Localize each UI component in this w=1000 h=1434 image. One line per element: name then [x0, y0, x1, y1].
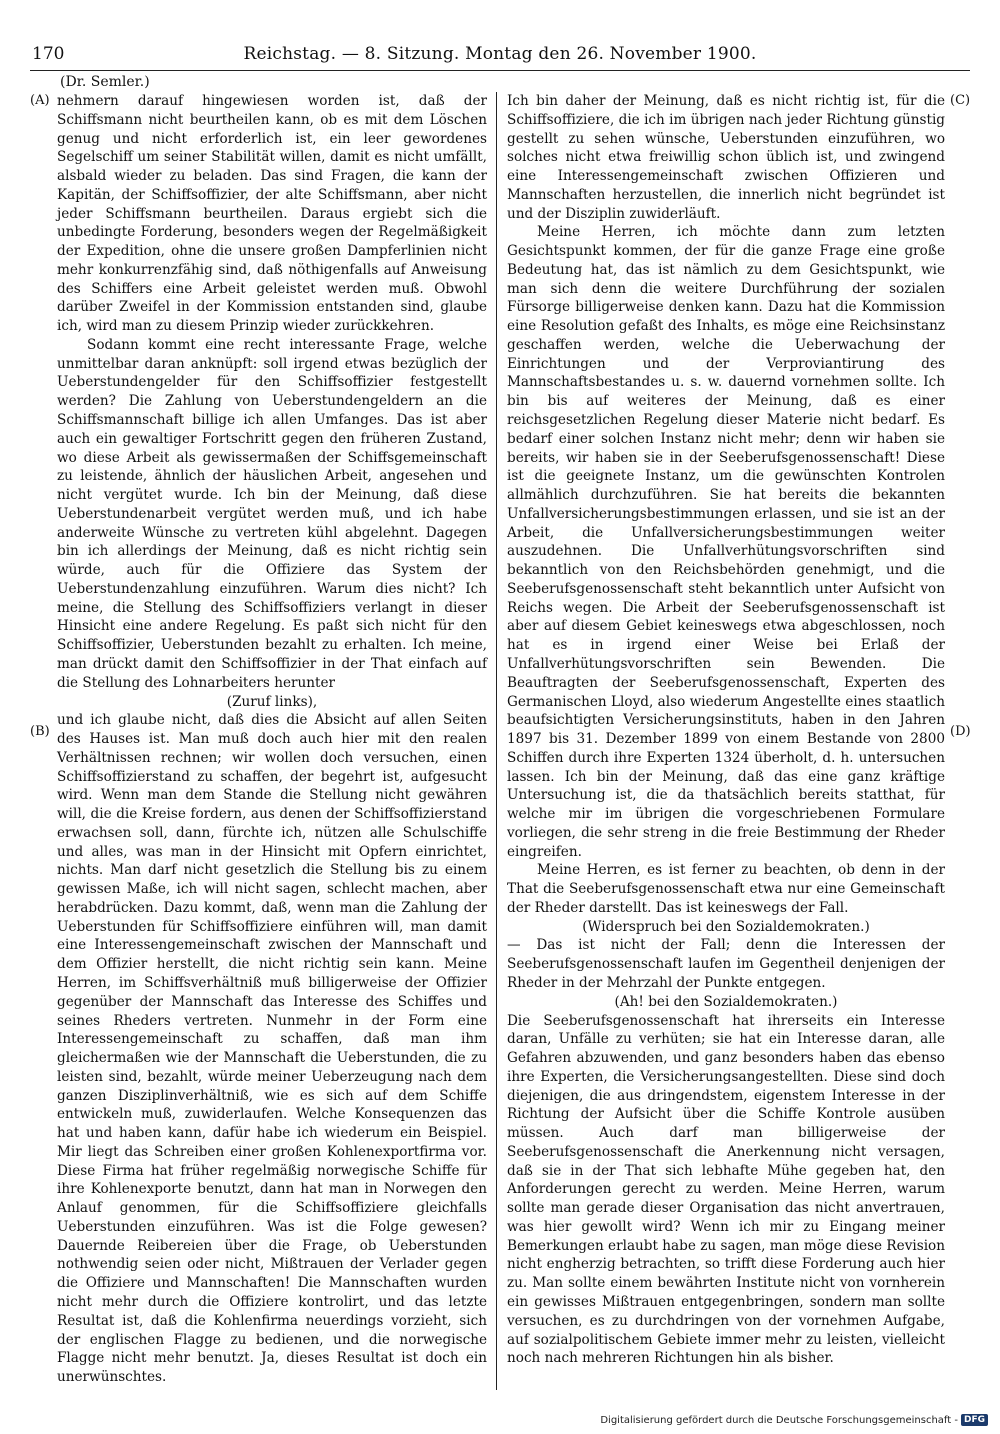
paragraph: (Widerspruch bei den Sozialdemokraten.): [582, 918, 870, 935]
paragraph: und ich glaube nicht, daß dies die Absicht auf allen Seiten des Hauses ist. Man muß doch auch hier mit den realen Verhältnissen rechnen; wir wollen doch versuchen, einen Schiffsoffizierstand zu schaffen, der begehrt ist, aufgesucht wird. Wenn man dem Stande die Stellung nicht gewähren will, die die Kreise fordern, aus denen der Schiffsoffizierstand erwachsen soll, dann, fürchte ich, nützen alle Schulschiffe und alles, was man in der Hinsicht mit Opfern einrichtet, nichts. Man darf nicht gesetzlich die Stellung bis zu einem gewissen Maße, ich will nicht sagen, schlecht machen, aber herabdrücken. Dazu kommt, daß, wenn man die Zahlung der Ueberstunden für Schiffsoffiziere einführen will, man damit eine Interessengemeinschaft zwischen der Mannschaft und dem Offizier herstellt, die nicht richtig sein kann. Meine Herren, im Schiffsverhältniß muß billigerweise der Offizier gegenüber der Mannschaft das Interesse des Schiffes und seines Rheders vertreten. Nunmehr in der Form eine Interessengemeinschaft zu schaffen, daß man ihm gleichermaßen wie der Mannschaft die Ueberstunden, die zu leisten sind, bezahlt, würde meiner Ueberzeugung nach dem ganzen Disziplinverhältniß, wie es sich auf dem Schiffe entwickeln muß, zuwiderlaufen. Welche Konsequenzen das hat und haben kann, dafür habe ich wiederum ein Beispiel. Mir liegt das Schreiben einer großen Kohlenexportfirma vor. Diese Firma hat früher regelmäßig norwegische Schiffe für ihre Kohlenexporte benutzt, dann hat man in Norwegen den Anlauf genommen, für die Schiffsoffiziere gleichfalls Ueberstunden einzuführen. Was ist die Folge gewesen? Dauernde Reibereien über die Frage, ob Ueberstunden nothwendig seien oder nicht, Mißtrauen der Verlader gegen die Offiziere und Mannschaften! Die Mannschaften wurden nicht mehr durch die Offiziere kontrolirt, und das letzte Resultat ist, daß die Kohlenfirma neuerdings vorzieht, sich der englischen Flagge zu bedienen, und die norwegische Flagge nicht mehr benutzt. Ja, dieses Resultat ist doch ein unerwünschtes.: [57, 712, 487, 1386]
margin-marker-b: (B): [30, 724, 50, 739]
paragraph: (Zuruf links),: [226, 693, 318, 710]
margin-marker-a: (A): [30, 93, 50, 108]
footer-credit: Digitalisierung gefördert durch die Deutsche Forschungsgemeinschaft -: [600, 1414, 958, 1426]
page-header: [30, 44, 970, 66]
column-divider: [496, 92, 497, 1390]
left-column: [57, 92, 487, 1387]
right-column: [507, 92, 945, 1368]
paragraph: Meine Herren, es ist ferner zu beachten, ob denn in der That die Seeberufsgenossenschaft etwa nur eine Gemeinschaft der Rheder darstellt. Das ist keineswegs der Fall.: [507, 862, 945, 916]
paragraph: Sodann kommt eine recht interessante Frage, welche unmittelbar daran anknüpft: soll irgend etwas bezüglich der Ueberstundengelder für den Schiffsoffizier festgestellt werden? Die Zahlung von Ueberstundengeldern an die Schiffsmannschaft billige ich allen Umfanges. Das ist aber auch ein gewaltiger Fortschritt gegen den früheren Zustand, wo diese Arbeit als gewissermaßen der Schiffsgemeinschaft zu leistende, ähnlich der häuslichen Arbeit, angesehen und nicht vergütet wurde. Ich bin der Meinung, daß diese Ueberstundenarbeit vergütet werden muß, und ich habe anderweite Wünsche zu vertreten kühl abgelehnt. Dagegen bin ich allerdings der Meinung, daß es nicht richtig sein würde, auch für die Offiziere das System der Ueberstundenzahlung einzuführen. Warum dies nicht? Ich meine, die Stellung des Schiffsoffiziers verlangt in dieser Hinsicht eine andere Regelung. Es paßt sich nicht für den Schiffsoffizier, Ueberstunden bezahlt zu erhalten. Ich meine, man drückt damit den Schiffsoffizier in der That einfach auf die Stellung des Lohnarbeiters herunter: [57, 336, 487, 691]
page-title: Reichstag. — 8. Sitzung. Montag den 26. November 1900.: [243, 44, 757, 64]
paragraph: (Ah! bei den Sozialdemokraten.): [614, 993, 838, 1010]
paragraph: nehmern darauf hingewiesen worden ist, daß der Schiffsmann nicht beurtheilen kann, ob es mit dem Löschen genug und nicht erforderlich ist, ein leer gewordenes Segelschiff um seiner Stabilität willen, damit es nicht umfällt, alsbald wieder zu beladen. Das sind Fragen, die kann der Kapitän, der Schiffsoffizier, der alte Schiffsmann, aber nicht jeder Schiffsmann beurtheilen. Daraus ergiebt sich die unbedingte Forderung, besonders wegen der Regelmäßigkeit der Expedition, ohne die unsere großen Dampferlinien nicht mehr konkurrenzfähig sind, daß nöthigenfalls auf Anweisung des Schiffers eine Arbeit geleistet werden muß. Obwohl darüber Zweifel in der Kommission entstanden sind, glaube ich, wird man zu diesem Prinzip wieder zurückkehren.: [57, 93, 487, 335]
paragraph: Die Seeberufsgenossenschaft hat ihrerseits ein Interesse daran, Unfälle zu verhüten; sie hat ein Interesse daran, alle Gefahren abzuwenden, und ganz besonders haben das ebenso ihre Experten, die Versicherungsangestellten. Diese sind doch diejenigen, die aus dringendstem, eigenstem Interesse in der Richtung der Aufsicht über die Schiffe Kontrole ausüben müssen. Auch darf man billigerweise der Seeberufsgenossenschaft die Anerkennung nicht versagen, daß sie in der That sich lebhafte Mühe gegeben hat, den Anforderungen gerecht zu werden. Meine Herren, warum sollte man gerade dieser Organisation das nicht anvertrauen, was hier gewollt wird? Wenn ich mir zu Eingang meiner Bemerkungen erlaubt habe zu sagen, man möge diese Revision nicht engherzig betrachten, so trifft diese Forderung auch hier zu. Man sollte einem bewährten Institute nicht von vornherein ein gewisses Mißtrauen entgegenbringen, sondern man sollte versuchen, es zu durchdringen von der vornehmen Aufgabe, auf sozialpolitischem Gebiete immer mehr zu leisten, vielleicht noch nach mehreren Richtungen hin als bisher.: [507, 1012, 945, 1367]
page-number: 170: [32, 44, 65, 64]
dfg-logo: DFG: [961, 1414, 988, 1426]
paragraph: — Das ist nicht der Fall; denn die Interessen der Seeberufsgenossenschaft laufen im Gegentheil denjenigen der Rheder in der Mehrzahl der Punkte entgegen.: [507, 937, 945, 991]
paragraph: Ich bin daher der Meinung, daß es nicht richtig ist, für die Schiffsoffiziere, die ich im übrigen nach jeder Richtung günstig gestellt zu sehen wünsche, Ueberstunden einzuführen, wo solches nicht etwa freiwillig schon üblich ist, und zwingend eine Interessengemeinschaft zwischen Offizieren und Mannschaften herzustellen, die innerlich nicht begründet ist und der Disziplin zuwiderläuft.: [507, 93, 945, 222]
paragraph: Meine Herren, ich möchte dann zum letzten Gesichtspunkt kommen, der für die ganze Frage eine große Bedeutung hat, das ist nämlich zu dem Gesichtspunkt, wie man sich denn die weitere Durchführung der sozialen Fürsorge billigerweise denken kann. Dazu hat die Kommission eine Resolution gefaßt des Inhalts, es möge eine Reichsinstanz geschaffen werden, welche die Ueberwachung der Einrichtungen und der Verproviantirung des Mannschaftsbestandes u. s. w. dauernd vornehmen sollte. Ich bin bis auf weiteres der Meinung, daß es einer reichsgesetzlichen Regelung dieser Materie nicht bedarf. Es bedarf einer solchen Instanz nicht mehr; denn wir haben sie bereits, wir haben sie in der Seeberufsgenossenschaft! Diese ist die geeignete Instanz, um die gewünschten Kontrolen allmählich durchzuführen. Sie hat bereits die bekannten Unfallversicherungsbestimmungen erlassen, und sie ist an der Arbeit, die Unfallversicherungsbestimmungen weiter auszudehnen. Die Unfallverhütungsvorschriften sind bekanntlich von den Reichsbehörden genehmigt, und die Seeberufsgenossenschaft steht bekanntlich unter Aufsicht von Reichs wegen. Die Arbeit der Seeberufsgenossenschaft ist aber auf diesem Gebiet keineswegs etwa abgeschlossen, noch hat es in irgend einer Weise bei Erlaß der Unfallverhütungsvorschriften sein Bewenden. Die Beauftragten der Seeberufsgenossenschaft, Experten des Germanischen Lloyd, also wiederum Angestellte eines staatlich beaufsichtigten Versicherungsinstituts, haben in den Jahren 1897 bis 31. Dezember 1899 von einem Bestande von 2800 Schiffen durch ihre Experten 1324 überholt, d. h. untersuchen lassen. Ich bin der Meinung, daß das eine ganz kräftige Untersuchung ist, die da thatsächlich bereits statthat, für welche mir im übrigen die vorgeschriebenen Formulare vorliegen, die sehr streng in die freie Bestimmung der Rheder eingreifen.: [507, 224, 945, 860]
margin-marker-c: (C): [950, 93, 971, 108]
margin-marker-d: (D): [950, 724, 971, 739]
footer: [600, 1414, 988, 1426]
header-rule: [30, 70, 970, 71]
speaker-label: (Dr. Semler.): [60, 74, 150, 90]
